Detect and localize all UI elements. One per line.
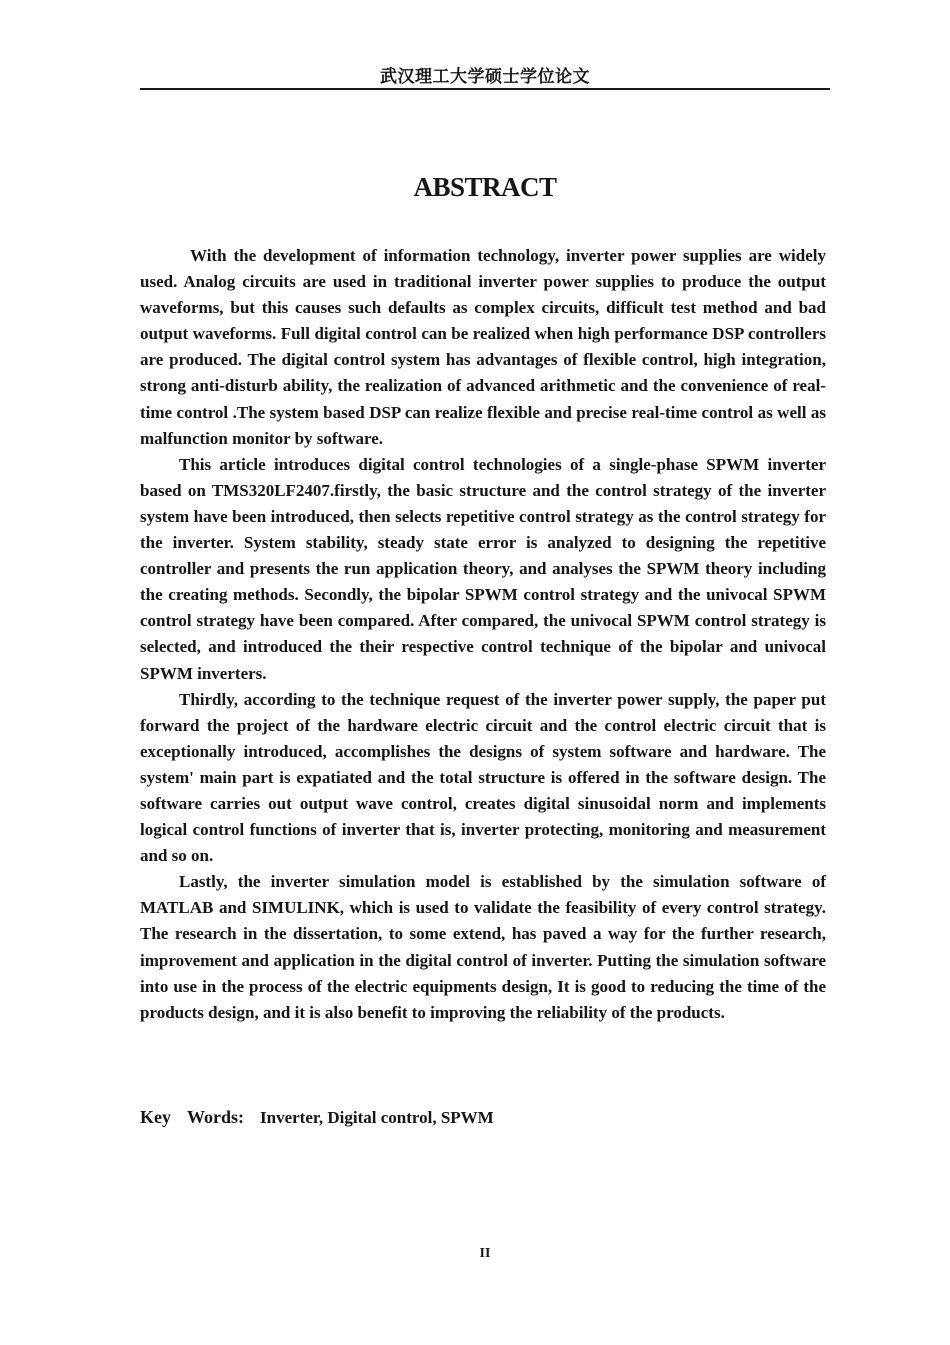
keywords-line	[140, 1107, 830, 1128]
header-rule	[140, 88, 830, 90]
keywords-label-words: Words:	[187, 1107, 245, 1127]
abstract-title: ABSTRACT	[413, 172, 557, 202]
keywords-value: Inverter, Digital control, SPWM	[260, 1108, 494, 1127]
abstract-paragraph-2: This article introduces digital control technologies of a single-phase SPWM inverter based on TMS320LF2407.firstly, the basic structure and the control strategy of the inverter system have been introduced, then selects repetitive control strategy as the control strategy for the inverter. System stability, steady state error is analyzed to designing the repetitive controller and presents the run application theory, and analyses the SPWM theory including the creating methods. Secondly, the bipolar SPWM control strategy and the univocal SPWM control strategy have been compared. After compared, the univocal SPWM control strategy is selected, and introduced the their respective control technique of the bipolar and univocal SPWM inverters.	[140, 454, 826, 683]
running-header: 武汉理工大学硕士学位论文	[380, 67, 590, 86]
abstract-paragraph-3: Thirdly, according to the technique request of the inverter power supply, the paper put forward the project of the hardware electric circuit and the control electric circuit that is exceptionally introduced, accomplishes the designs of system software and hardware. The system' main part is expatiated and the total structure is offered in the software design. The software carries out output wave control, creates digital sinusoidal norm and implements logical control functions of inverter that is, inverter protecting, monitoring and measurement and so on.	[140, 689, 826, 866]
page-number: II	[479, 1246, 491, 1261]
abstract-body	[140, 243, 826, 1026]
abstract-paragraph-4: Lastly, the inverter simulation model is established by the simulation software of MATLAB and SIMULINK, which is used to validate the feasibility of every control strategy. The research in the dissertation, to some extend, has paved a way for the further research, improvement and application in the digital control of inverter. Putting the simulation software into use in the process of the electric equipments design, It is good to reducing the time of the products design, and it is also benefit to improving the reliability of the products.	[140, 872, 826, 1022]
keywords-label-key: Key	[140, 1107, 171, 1127]
abstract-paragraph-1: With the development of information technology, inverter power supplies are widely used. Analog circuits are used in traditional inverter power supplies to produce the output waveforms, but this causes such defaults as complex circuits, difficult test method and bad output waveforms. Full digital control can be realized when high performance DSP controllers are produced. The digital control system has advantages of flexible control, high integration, strong anti-disturb ability, the realization of advanced arithmetic and the convenience of real-time control .The system based DSP can realize flexible and precise real-time control as well as malfunction monitor by software.	[140, 246, 826, 448]
